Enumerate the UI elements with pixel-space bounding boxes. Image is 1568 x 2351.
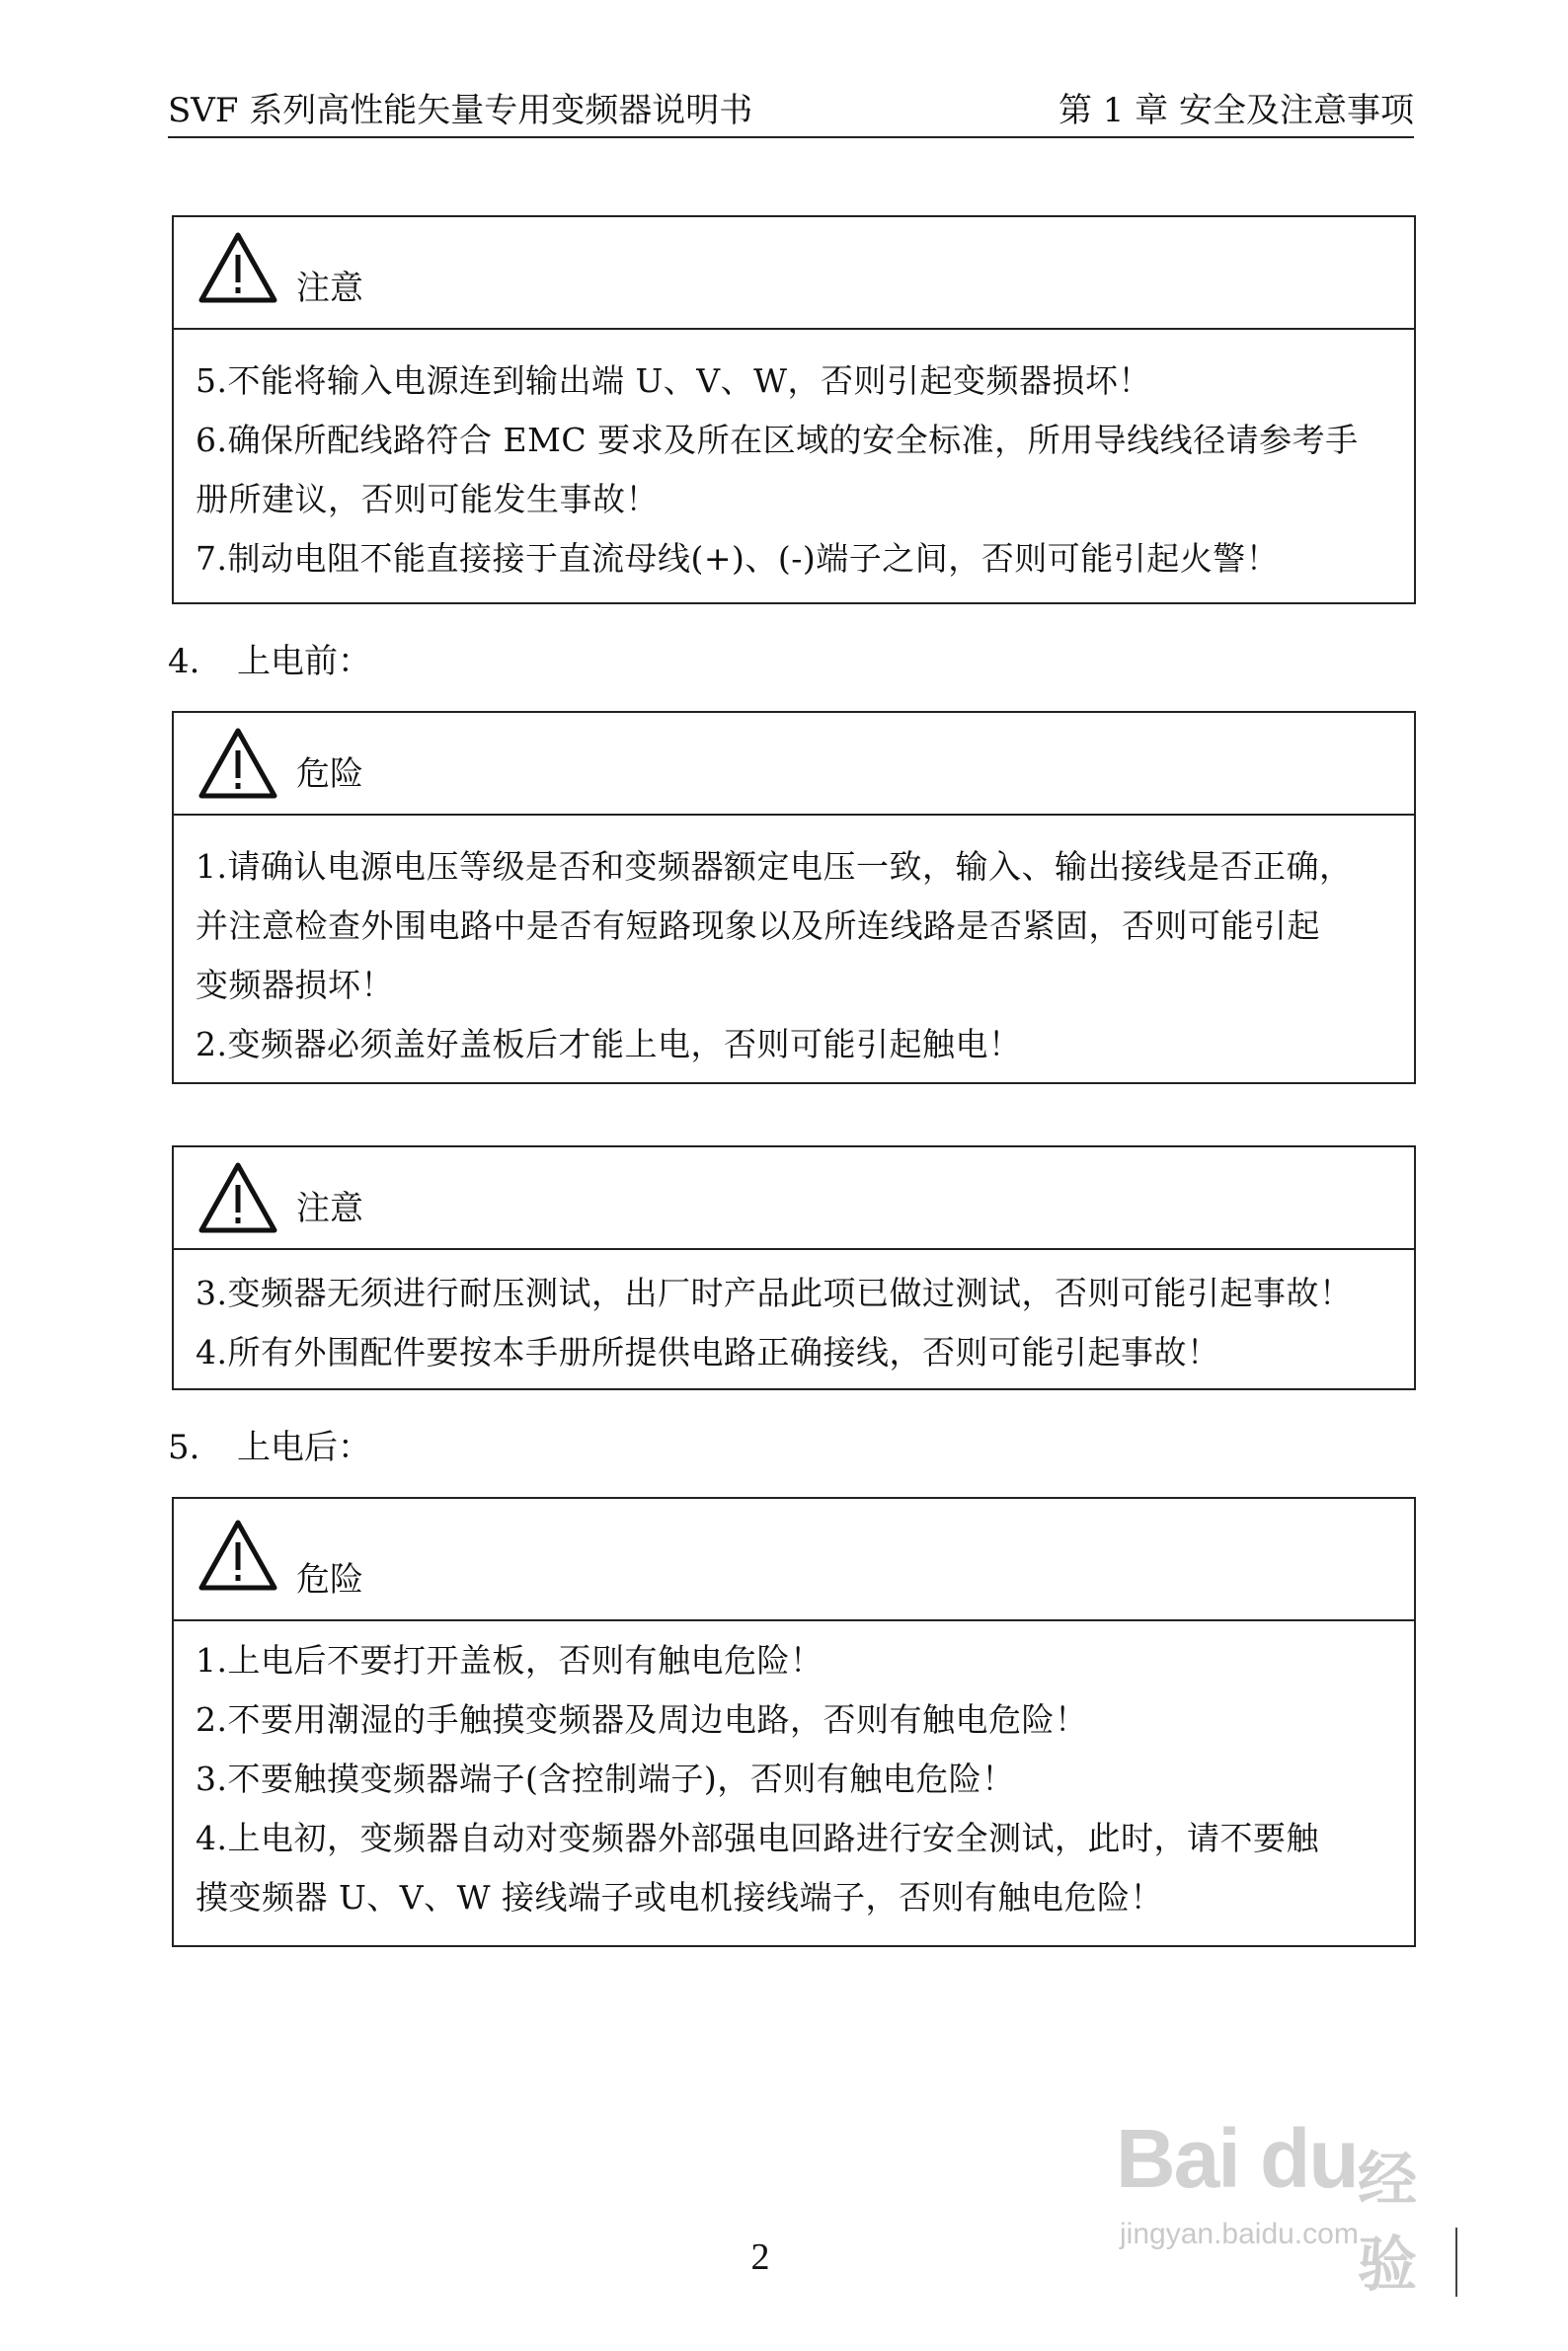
box-line: 变频器损坏！ (196, 966, 394, 1004)
box-header (174, 217, 1414, 330)
box-line: 6.确保所配线路符合 EMC 要求及所在区域的安全标准，所用导线线径请参考手 (196, 421, 1359, 459)
warning-triangle-icon (197, 727, 278, 802)
box-header (174, 713, 1414, 816)
box-line: 4.上电初，变频器自动对变频器外部强电回路进行安全测试，此时，请不要触 (196, 1819, 1319, 1857)
box-line: 4.所有外围配件要按本手册所提供电路正确接线，否则可能引起事故！ (196, 1333, 1220, 1371)
box-line: 1.请确认电源电压等级是否和变频器额定电压一致，输入、输出接线是否正确， (196, 847, 1353, 886)
box-title: 注意 (296, 269, 363, 308)
document-title: SVF 系列高性能矢量专用变频器说明书 (168, 91, 753, 130)
box-body (174, 330, 1414, 588)
page-number: 2 (750, 2236, 770, 2278)
box-title: 注意 (296, 1189, 363, 1228)
warning-triangle-icon (197, 1519, 278, 1594)
box-line: 5.不能将输入电源连到输出端 U、V、W，否则引起变频器损坏！ (196, 361, 1152, 400)
edge-mark (1455, 2228, 1457, 2297)
warning-triangle-icon (197, 231, 278, 306)
section-number: 5. (168, 1428, 200, 1467)
watermark-brand: Bai du (1116, 2112, 1358, 2205)
danger-box-2 (172, 1497, 1416, 1947)
box-line: 3.不要触摸变频器端子(含控制端子)，否则有触电危险！ (196, 1760, 1015, 1798)
section-number: 4. (168, 642, 200, 681)
box-line: 并注意检查外围电路中是否有短路现象以及所连线路是否紧固，否则可能引起 (196, 906, 1320, 945)
box-title: 危险 (296, 754, 363, 794)
section-heading-4 (168, 642, 371, 681)
box-line: 摸变频器 U、V、W 接线端子或电机接线端子，否则有触电危险！ (196, 1878, 1164, 1917)
section-label: 上电前： (237, 642, 371, 681)
danger-box-1 (172, 711, 1416, 1084)
box-line: 7.制动电阻不能直接接于直流母线(+)、(-)端子之间，否则可能引起火警！ (196, 539, 1280, 578)
section-label: 上电后： (237, 1428, 371, 1467)
page-header (168, 91, 1414, 138)
watermark-cn: 经验 (1358, 2146, 1417, 2300)
box-line: 2.变频器必须盖好盖板后才能上电，否则可能引起触电！ (196, 1025, 1022, 1063)
section-heading-5 (168, 1428, 371, 1467)
box-header (174, 1499, 1414, 1621)
notice-box-1 (172, 215, 1416, 604)
box-line: 2.不要用潮湿的手触摸变频器及周边电路，否则有触电危险！ (196, 1700, 1088, 1739)
box-body (174, 1621, 1414, 1927)
box-body (174, 1250, 1414, 1382)
box-body (174, 816, 1414, 1074)
warning-triangle-icon (197, 1161, 278, 1236)
box-line: 3.变频器无须进行耐压测试，出厂时产品此项已做过测试，否则可能引起事故！ (196, 1274, 1353, 1312)
watermark-url: jingyan.baidu.com (1120, 2218, 1359, 2250)
box-line: 1.上电后不要打开盖板，否则有触电危险！ (196, 1641, 823, 1680)
box-title: 危险 (296, 1560, 363, 1600)
box-line: 册所建议，否则可能发生事故！ (196, 480, 659, 518)
chapter-title: 第 1 章 安全及注意事项 (1058, 91, 1414, 130)
box-header (174, 1147, 1414, 1250)
notice-box-2 (172, 1145, 1416, 1390)
